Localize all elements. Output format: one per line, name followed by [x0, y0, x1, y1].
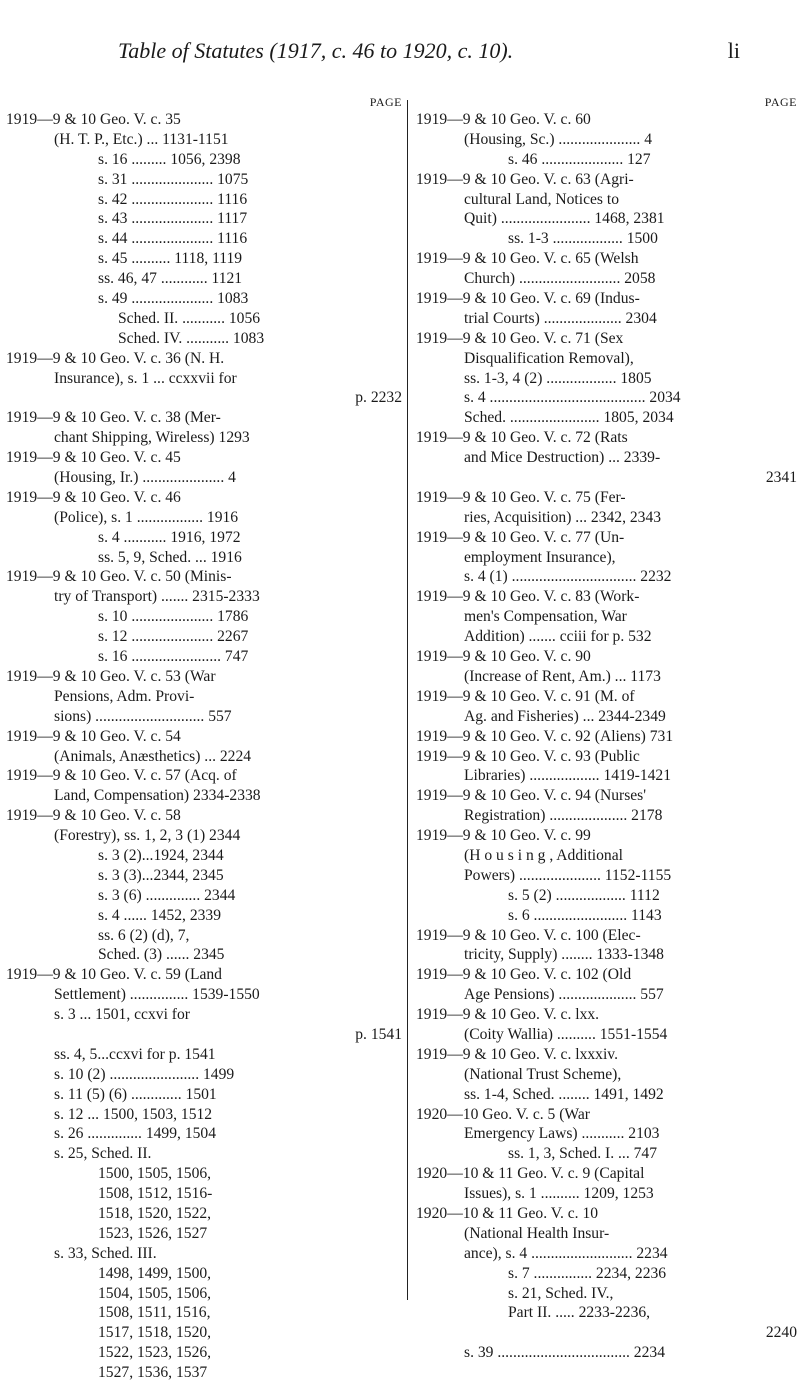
reference-line: (National Health Insur-: [464, 1224, 610, 1242]
reference-line: ss. 46, 47 ............ 1121: [98, 270, 243, 288]
reference-line: ss. 1-3 .................. 1500: [508, 230, 658, 248]
statute-entry: 1919—9 & 10 Geo. V. c. 54: [6, 727, 181, 745]
reference-line: (H o u s i n g , Additional: [464, 846, 623, 864]
statute-entry: 1919—9 & 10 Geo. V. c. 99: [416, 827, 591, 845]
left-column: [6, 94, 402, 1383]
statute-entry: 1919—9 & 10 Geo. V. c. 60: [416, 111, 591, 128]
right-entries: [416, 110, 797, 1363]
reference-line: s. 7 ............... 2234, 2236: [508, 1264, 667, 1282]
reference-line: s. 31 ..................... 1075: [98, 170, 249, 188]
reference-line: ss. 1-4, Sched. ........ 1491, 1492: [464, 1085, 664, 1103]
reference-line: 1508, 1511, 1516,: [98, 1304, 211, 1322]
statute-entry: 1919—9 & 10 Geo. V. c. 92 (Aliens) 731: [416, 727, 674, 745]
statute-entry: 1919—9 & 10 Geo. V. c. 83 (Work-: [416, 588, 640, 606]
reference-line: 2341: [765, 469, 797, 487]
reference-line: Age Pensions) .................... 557: [464, 986, 664, 1004]
reference-line: s. 16 ....................... 747: [98, 648, 249, 666]
reference-line: s. 4 (1) ................................ 2232: [464, 568, 672, 586]
reference-line: s. 21, Sched. IV.,: [508, 1284, 614, 1302]
reference-line: (Police), s. 1 ................. 1916: [54, 508, 239, 526]
statute-entry: 1919—9 & 10 Geo. V. c. 77 (Un-: [416, 528, 625, 546]
column-divider: [407, 100, 408, 1300]
reference-line: p. 2232: [355, 389, 402, 407]
statute-entry: 1919—9 & 10 Geo. V. c. 91 (M. of: [416, 687, 635, 705]
reference-line: trial Courts) .................... 2304: [464, 309, 657, 327]
reference-line: Sched. ....................... 1805, 2034: [464, 409, 674, 427]
statute-entry: 1919—9 & 10 Geo. V. c. 38 (Mer-: [6, 409, 221, 427]
reference-line: cultural Land, Notices to: [464, 190, 620, 208]
reference-line: s. 10 ..................... 1786: [98, 608, 249, 626]
statute-entry: 1919—9 & 10 Geo. V. c. lxxxiv.: [416, 1045, 618, 1063]
reference-line: 1504, 1505, 1506,: [98, 1284, 212, 1302]
reference-line: s. 45 .......... 1118, 1119: [98, 250, 243, 268]
statute-entry: 1919—9 & 10 Geo. V. c. 102 (Old: [416, 966, 632, 984]
reference-line: (Housing, Ir.) ..................... 4: [54, 469, 236, 487]
reference-line: s. 3 (2)...1924, 2344: [98, 846, 224, 864]
reference-line: s. 39 .................................. 2234: [464, 1344, 665, 1362]
reference-line: Part II. ..... 2233-2236,: [508, 1304, 651, 1322]
reference-line: p. 1541: [355, 1025, 402, 1043]
reference-line: s. 5 (2) .................. 1112: [508, 886, 660, 904]
reference-line: employment Insurance),: [464, 548, 616, 566]
reference-line: s. 16 ......... 1056, 2398: [98, 150, 241, 168]
reference-line: 1522, 1523, 1526,: [98, 1344, 212, 1362]
reference-line: Powers) ..................... 1152-1155: [464, 866, 672, 884]
page-title: Table of Statutes (1917, c. 46 to 1920, c. 10).: [118, 38, 514, 63]
reference-line: 1508, 1512, 1516-: [98, 1185, 213, 1203]
statute-entry: 1919—9 & 10 Geo. V. c. 57 (Acq. of: [6, 767, 237, 785]
statute-entry: 1919—9 & 10 Geo. V. c. 58: [6, 807, 181, 825]
reference-line: Settlement) ............... 1539-1550: [54, 986, 260, 1004]
statute-entry: 1919—9 & 10 Geo. V. c. lxx.: [416, 1006, 600, 1024]
reference-line: (Coity Wallia) .......... 1551-1554: [464, 1025, 668, 1043]
reference-line: s. 43 ..................... 1117: [98, 210, 248, 228]
reference-line: 2240: [765, 1324, 797, 1342]
statute-entry: 1919—9 & 10 Geo. V. c. 69 (Indus-: [416, 290, 640, 308]
statute-entry: 1919—9 & 10 Geo. V. c. 59 (Land: [6, 966, 222, 984]
reference-line: s. 10 (2) ....................... 1499: [54, 1065, 235, 1083]
reference-line: Land, Compensation) 2334-2338: [54, 787, 261, 805]
reference-line: Quit) ....................... 1468, 2381: [464, 210, 665, 228]
reference-line: s. 3 (3)...2344, 2345: [98, 866, 224, 884]
reference-line: ss. 1, 3, Sched. I. ... 747: [508, 1145, 658, 1163]
page-number: li: [727, 38, 740, 63]
statute-entry: 1919—9 & 10 Geo. V. c. 53 (War: [6, 667, 216, 685]
reference-line: Addition) ....... cciii for p. 532: [464, 628, 652, 646]
reference-line: s. 11 (5) (6) ............. 1501: [54, 1085, 217, 1103]
reference-line: s. 6 ........................ 1143: [508, 906, 662, 924]
reference-line: 1498, 1499, 1500,: [98, 1264, 212, 1282]
reference-line: s. 12 ... 1500, 1503, 1512: [54, 1105, 213, 1123]
reference-line: s. 4 ...... 1452, 2339: [98, 906, 222, 924]
reference-line: Sched. IV. ........... 1083: [118, 329, 265, 347]
statute-entry: 1919—9 & 10 Geo. V. c. 46: [6, 488, 181, 506]
statute-entry: 1919—9 & 10 Geo. V. c. 36 (N. H.: [6, 349, 225, 367]
statute-entry: 1920—10 & 11 Geo. V. c. 10: [416, 1204, 599, 1222]
reference-line: Insurance), s. 1 ... ccxxvii for: [54, 369, 237, 387]
reference-line: s. 3 (6) .............. 2344: [98, 886, 236, 904]
statute-entry: 1920—10 Geo. V. c. 5 (War: [416, 1105, 591, 1123]
reference-line: ries, Acquisition) ... 2342, 2343: [464, 508, 662, 526]
right-column: [416, 94, 797, 1363]
reference-line: and Mice Destruction) ... 2339-: [464, 449, 661, 467]
reference-line: 1523, 1526, 1527: [98, 1224, 208, 1242]
reference-line: Sched. (3) ...... 2345: [98, 946, 225, 964]
reference-line: men's Compensation, War: [464, 608, 627, 626]
reference-line: Registration) .................... 2178: [464, 807, 663, 825]
reference-line: s. 46 ..................... 127: [508, 150, 651, 168]
statute-entry: 1919—9 & 10 Geo. V. c. 93 (Public: [416, 747, 640, 765]
reference-line: 1517, 1518, 1520,: [98, 1324, 212, 1342]
reference-line: s. 3 ... 1501, ccxvi for: [54, 1006, 190, 1024]
reference-line: 1518, 1520, 1522,: [98, 1204, 212, 1222]
reference-line: Church) .......................... 2058: [464, 270, 656, 288]
reference-line: Issues), s. 1 .......... 1209, 1253: [464, 1185, 654, 1203]
page-column-label: PAGE: [764, 95, 797, 109]
reference-line: s. 44 ..................... 1116: [98, 230, 248, 248]
reference-line: 1527, 1536, 1537: [98, 1364, 208, 1382]
statute-entry: 1919—9 & 10 Geo. V. c. 35: [6, 111, 181, 128]
statute-entry: 1920—10 & 11 Geo. V. c. 9 (Capital: [416, 1165, 645, 1183]
reference-line: 1500, 1505, 1506,: [98, 1165, 212, 1183]
reference-line: (Forestry), ss. 1, 2, 3 (1) 2344: [54, 827, 241, 845]
reference-line: s. 49 ..................... 1083: [98, 290, 249, 308]
statute-entry: 1919—9 & 10 Geo. V. c. 50 (Minis-: [6, 568, 232, 586]
left-entries: [6, 110, 402, 1383]
reference-line: s. 12 ..................... 2267: [98, 628, 249, 646]
reference-line: Sched. II. ........... 1056: [118, 309, 261, 327]
reference-line: Libraries) .................. 1419-1421: [464, 767, 672, 785]
reference-line: (H. T. P., Etc.) ... 1131-1151: [54, 130, 229, 148]
reference-line: s. 42 ..................... 1116: [98, 190, 248, 208]
reference-line: ss. 1-3, 4 (2) .................. 1805: [464, 369, 652, 387]
reference-line: Ag. and Fisheries) ... 2344-2349: [464, 707, 666, 725]
reference-line: (Animals, Anæsthetics) ... 2224: [54, 747, 252, 765]
statute-entry: 1919—9 & 10 Geo. V. c. 75 (Fer-: [416, 488, 626, 506]
page-column-label: PAGE: [369, 95, 402, 109]
statute-entry: 1919—9 & 10 Geo. V. c. 100 (Elec-: [416, 926, 641, 944]
reference-line: chant Shipping, Wireless) 1293: [54, 429, 250, 447]
reference-line: ss. 6 (2) (d), 7,: [98, 926, 190, 944]
reference-line: ss. 4, 5...ccxvi for p. 1541: [54, 1045, 216, 1063]
statute-entry: 1919—9 & 10 Geo. V. c. 63 (Agri-: [416, 170, 634, 188]
reference-line: s. 33, Sched. III.: [54, 1244, 157, 1262]
reference-line: try of Transport) ....... 2315-2333: [54, 588, 260, 606]
reference-line: Pensions, Adm. Provi-: [54, 687, 195, 705]
reference-line: (National Trust Scheme),: [464, 1065, 622, 1083]
reference-line: Emergency Laws) ........... 2103: [464, 1125, 660, 1143]
reference-line: s. 4 ........... 1916, 1972: [98, 528, 241, 546]
reference-line: s. 4 ........................................ 2034: [464, 389, 681, 407]
statute-entry: 1919—9 & 10 Geo. V. c. 94 (Nurses': [416, 787, 647, 805]
reference-line: s. 25, Sched. II.: [54, 1145, 152, 1163]
reference-line: tricity, Supply) ........ 1333-1348: [464, 946, 664, 964]
reference-line: sions) ............................ 557: [54, 707, 232, 725]
statute-entry: 1919—9 & 10 Geo. V. c. 90: [416, 648, 591, 666]
running-head: [118, 38, 740, 64]
reference-line: ance), s. 4 .......................... 2234: [464, 1244, 668, 1262]
reference-line: ss. 5, 9, Sched. ... 1916: [98, 548, 242, 566]
statute-entry: 1919—9 & 10 Geo. V. c. 72 (Rats: [416, 429, 628, 447]
reference-line: Disqualification Removal),: [464, 349, 634, 367]
statute-entry: 1919—9 & 10 Geo. V. c. 65 (Welsh: [416, 250, 639, 268]
statute-entry: 1919—9 & 10 Geo. V. c. 71 (Sex: [416, 329, 624, 347]
reference-line: s. 26 .............. 1499, 1504: [54, 1125, 217, 1143]
reference-line: (Increase of Rent, Am.) ... 1173: [464, 667, 661, 685]
reference-line: (Housing, Sc.) ..................... 4: [464, 130, 652, 148]
statute-entry: 1919—9 & 10 Geo. V. c. 45: [6, 449, 181, 467]
